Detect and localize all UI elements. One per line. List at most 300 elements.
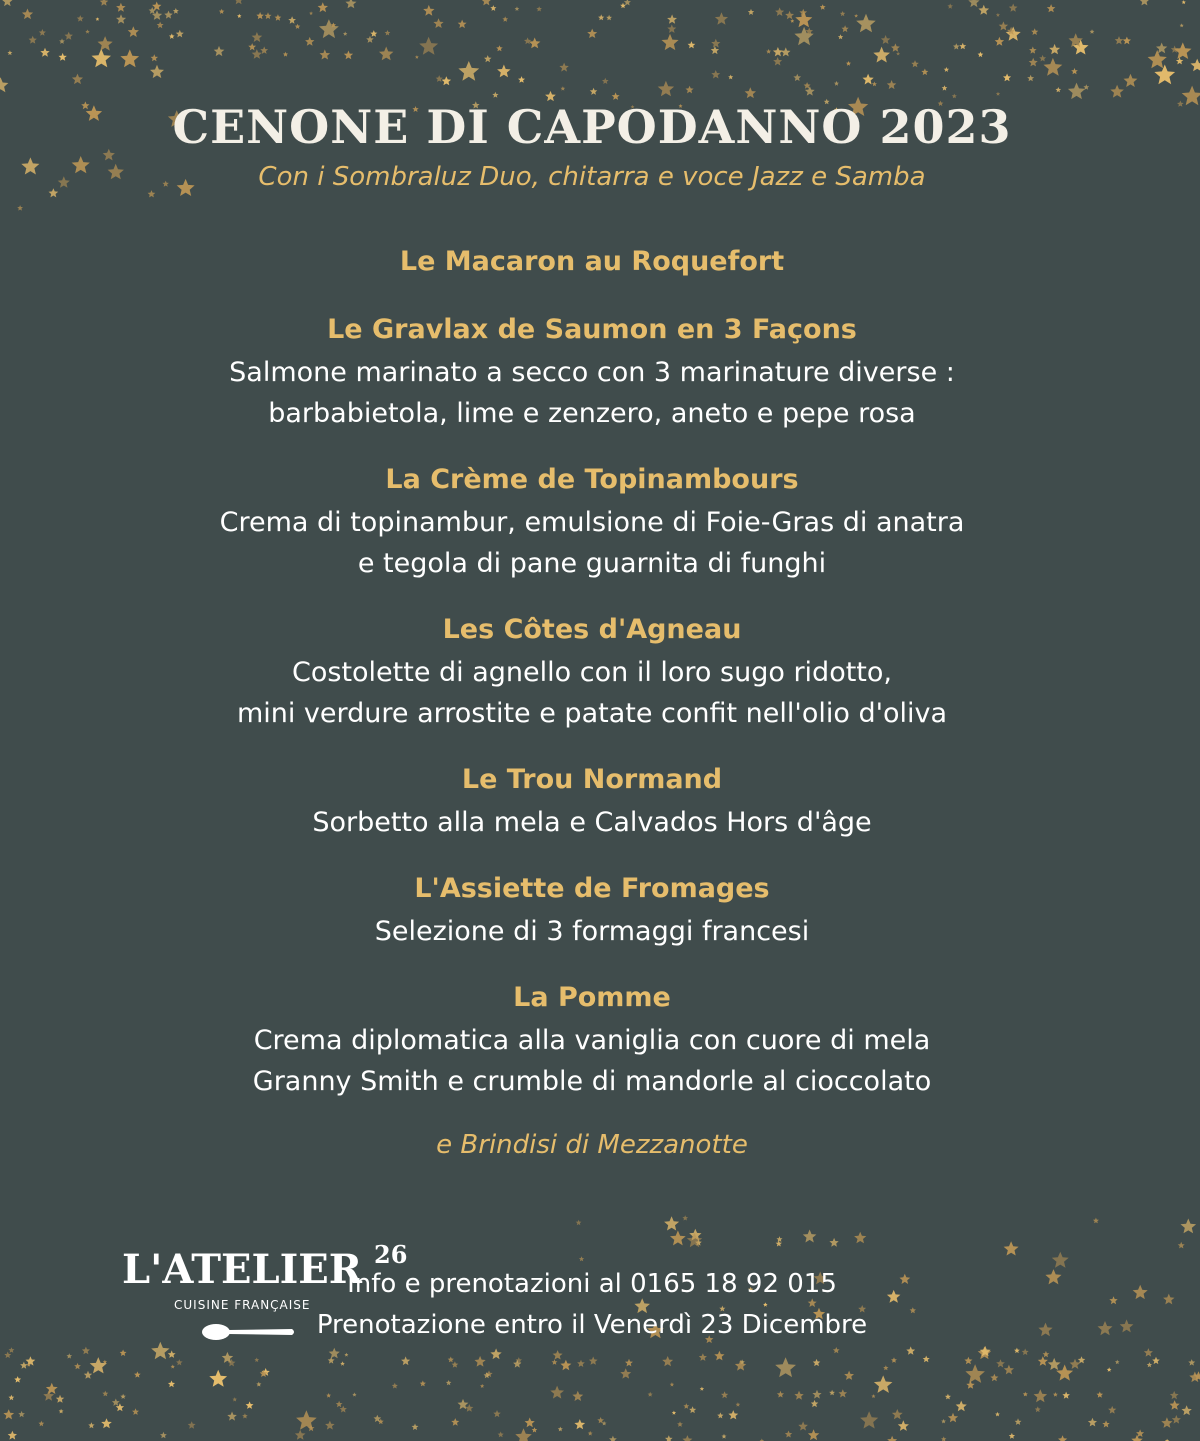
star-icon	[1188, 1359, 1195, 1366]
star-icon	[773, 57, 782, 66]
info-phone: Info e prenotazioni al 0165 18 92 015	[347, 1269, 837, 1299]
star-icon	[168, 1350, 176, 1358]
star-icon	[98, 36, 113, 51]
star-icon	[392, 1383, 398, 1389]
star-icon	[152, 2, 161, 11]
star-icon	[1015, 1418, 1022, 1425]
star-icon	[7, 50, 12, 55]
star-icon	[283, 52, 288, 57]
star-icon	[465, 1404, 473, 1412]
star-icon	[577, 1360, 585, 1367]
star-icon	[736, 1402, 741, 1406]
star-icon	[995, 1412, 1000, 1417]
star-icon	[252, 49, 262, 59]
star-icon	[794, 1391, 803, 1400]
star-icon	[748, 9, 754, 15]
star-icon	[1182, 86, 1200, 106]
star-icon	[766, 49, 771, 54]
star-icon	[871, 1394, 875, 1398]
star-icon	[1068, 83, 1085, 100]
star-icon	[1009, 1433, 1015, 1439]
star-icon	[745, 87, 756, 98]
star-icon	[790, 19, 794, 23]
star-icon	[941, 1419, 946, 1424]
star-icon	[798, 1421, 808, 1430]
star-icon	[833, 1347, 840, 1353]
star-icon	[188, 1421, 196, 1429]
star-icon	[711, 39, 720, 48]
star-icon	[1147, 1362, 1152, 1367]
star-icon	[803, 1230, 817, 1243]
star-icon	[305, 37, 314, 46]
star-icon	[288, 16, 296, 23]
star-icon	[898, 1420, 909, 1431]
star-icon	[839, 1389, 848, 1397]
star-icon	[59, 38, 65, 44]
star-icon	[3, 1409, 14, 1419]
star-icon	[996, 13, 1000, 17]
star-icon	[795, 11, 812, 27]
logo-superscript: 26	[374, 1240, 408, 1269]
star-icon	[829, 1390, 835, 1396]
star-icon	[59, 53, 67, 61]
star-icon	[715, 12, 728, 24]
star-icon	[714, 1351, 724, 1361]
star-icon	[29, 36, 37, 44]
star-icon	[881, 35, 891, 44]
star-icon	[686, 86, 694, 94]
star-icon	[65, 32, 73, 40]
star-icon	[923, 1356, 930, 1363]
star-icon	[120, 1350, 127, 1357]
star-icon	[1180, 23, 1184, 27]
star-icon	[90, 1357, 107, 1373]
star-icon	[1097, 1392, 1104, 1398]
star-icon	[1071, 68, 1078, 74]
star-icon	[968, 0, 979, 7]
star-icon	[1078, 1356, 1086, 1363]
star-icon	[525, 1418, 535, 1428]
star-icon	[1048, 1358, 1061, 1370]
star-icon	[670, 1382, 674, 1386]
star-icon	[598, 14, 604, 20]
star-icon	[296, 1410, 317, 1430]
star-icon	[658, 81, 674, 97]
star-icon	[1070, 1359, 1081, 1369]
star-icon	[219, 9, 225, 14]
menu-list	[0, 240, 1184, 1126]
star-icon	[648, 1392, 653, 1397]
star-icon	[328, 1357, 335, 1364]
star-icon	[26, 1356, 36, 1365]
star-icon	[1170, 1391, 1179, 1399]
star-icon	[722, 1434, 727, 1439]
star-icon	[344, 51, 353, 60]
star-icon	[1023, 1392, 1028, 1397]
star-icon	[20, 1362, 28, 1369]
course-name: Les Côtes d'Agneau	[442, 614, 742, 645]
star-icon	[625, 1359, 633, 1367]
star-icon	[385, 30, 391, 36]
star-icon	[1161, 1417, 1172, 1428]
star-icon	[820, 4, 826, 10]
star-icon	[775, 7, 784, 16]
star-icon	[234, 0, 243, 4]
star-icon	[942, 85, 948, 90]
star-icon	[415, 55, 419, 59]
star-icon	[947, 4, 953, 9]
star-icon	[665, 1435, 673, 1441]
star-icon	[492, 92, 498, 98]
star-icon	[579, 1256, 584, 1261]
star-icon	[451, 1418, 459, 1426]
star-icon	[116, 3, 126, 12]
star-icon	[412, 1424, 419, 1431]
star-icon	[773, 47, 783, 56]
star-icon	[96, 17, 100, 21]
star-icon	[100, 0, 109, 6]
star-icon	[1034, 1389, 1048, 1402]
page-title: CENONE DI CAPODANNO 2023	[172, 100, 1012, 154]
star-icon	[1140, 0, 1150, 5]
star-icon	[1014, 1348, 1020, 1354]
menu-course	[0, 758, 1184, 843]
star-icon	[1022, 1349, 1029, 1356]
star-icon	[1144, 1348, 1153, 1357]
star-icon	[777, 1236, 783, 1242]
star-icon	[588, 1431, 593, 1436]
star-icon	[781, 47, 791, 56]
star-icon	[964, 1357, 972, 1365]
logo-tagline: CUISINE FRANÇAISE	[174, 1298, 311, 1312]
star-icon	[956, 1401, 967, 1412]
star-icon	[838, 34, 843, 39]
star-icon	[834, 81, 839, 86]
star-icon	[74, 1363, 81, 1369]
star-icon	[4, 1352, 11, 1359]
star-icon	[318, 2, 328, 12]
star-icon	[85, 29, 90, 33]
star-icon	[587, 29, 597, 38]
star-icon	[941, 1436, 946, 1441]
star-icon	[92, 49, 112, 68]
star-icon	[874, 1375, 893, 1393]
star-icon	[1053, 1392, 1058, 1397]
menu-course	[0, 976, 1184, 1102]
star-icon	[9, 1347, 15, 1353]
course-name: L'Assiette de Fromages	[414, 873, 770, 904]
star-icon	[295, 1430, 306, 1440]
star-icon	[232, 1397, 237, 1401]
star-icon	[59, 1409, 64, 1414]
closing-note: e Brindisi di Mezzanotte	[436, 1130, 748, 1160]
star-icon	[344, 1353, 348, 1357]
star-icon	[1191, 59, 1200, 72]
star-icon	[82, 1347, 90, 1355]
course-name: Le Trou Normand	[461, 764, 723, 795]
star-icon	[433, 18, 443, 28]
star-icon	[854, 14, 858, 18]
star-icon	[948, 1413, 958, 1423]
star-icon	[39, 1421, 45, 1427]
star-icon	[590, 88, 598, 95]
star-icon	[891, 1357, 897, 1363]
star-icon	[965, 1364, 985, 1383]
star-icon	[887, 80, 897, 89]
star-icon	[1148, 50, 1167, 68]
star-icon	[1108, 1406, 1116, 1414]
star-icon	[256, 1382, 261, 1387]
star-icon	[2, 0, 13, 6]
star-icon	[423, 5, 434, 16]
star-icon	[829, 1238, 838, 1247]
star-icon	[1133, 1285, 1148, 1299]
star-icon	[176, 30, 184, 38]
star-icon	[812, 1390, 821, 1399]
star-icon	[550, 1386, 564, 1399]
star-icon	[536, 6, 542, 11]
star-icon	[856, 14, 876, 33]
star-icon	[401, 1356, 410, 1365]
star-icon	[873, 47, 890, 63]
star-icon	[1035, 1406, 1041, 1412]
star-icon	[813, 1359, 821, 1366]
star-icon	[72, 74, 83, 85]
star-icon	[842, 25, 849, 32]
star-icon	[1009, 4, 1018, 12]
star-icon	[458, 61, 479, 81]
star-icon	[1045, 1269, 1061, 1284]
star-icon	[481, 0, 491, 5]
star-icon	[67, 1353, 73, 1358]
star-icon	[609, 1436, 617, 1441]
star-icon	[493, 1410, 501, 1417]
star-icon	[532, 1427, 538, 1432]
star-icon	[887, 1436, 897, 1441]
star-icon	[662, 34, 679, 50]
star-icon	[711, 70, 720, 79]
course-name: La Crème de Topinambours	[385, 464, 799, 495]
star-icon	[872, 82, 877, 87]
star-icon	[164, 11, 172, 19]
star-icon	[101, 1418, 112, 1428]
star-icon	[227, 1412, 237, 1421]
star-icon	[1090, 29, 1095, 34]
star-icon	[574, 1419, 585, 1429]
star-icon	[214, 46, 225, 56]
star-icon	[497, 65, 511, 78]
course-description: Costolette di agnello con il loro sugo ridotto,	[292, 657, 892, 688]
star-icon	[1102, 1420, 1109, 1427]
star-icon	[670, 1231, 686, 1246]
star-icon	[1174, 42, 1192, 59]
star-icon	[17, 205, 23, 211]
star-icon	[1115, 36, 1124, 44]
star-icon	[667, 14, 677, 23]
star-icon	[1039, 55, 1046, 62]
star-icon	[1154, 65, 1175, 85]
star-icon	[978, 5, 989, 15]
star-icon	[682, 1435, 692, 1441]
star-icon	[1182, 1405, 1192, 1415]
star-icon	[1172, 1415, 1181, 1424]
star-icon	[419, 37, 438, 55]
star-icon	[490, 1348, 501, 1359]
star-icon	[77, 15, 84, 22]
star-icon	[952, 94, 957, 99]
star-icon	[728, 1410, 738, 1419]
star-icon	[254, 1358, 259, 1363]
star-icon	[529, 38, 540, 49]
star-icon	[484, 55, 492, 62]
star-icon	[1170, 1400, 1180, 1410]
star-icon	[1004, 1241, 1019, 1255]
star-icon	[480, 1384, 484, 1388]
course-description: Selezione di 3 formaggi francesi	[374, 916, 810, 947]
star-icon	[1163, 1294, 1174, 1305]
star-icon	[891, 43, 900, 51]
star-icon	[996, 1359, 1005, 1367]
star-icon	[892, 1409, 903, 1419]
star-icon	[1109, 1296, 1117, 1304]
star-icon	[515, 1428, 532, 1441]
star-icon	[1004, 1365, 1014, 1375]
star-icon	[785, 11, 794, 19]
star-icon	[558, 1427, 563, 1432]
star-icon	[88, 1422, 94, 1428]
star-icon	[667, 24, 676, 33]
star-icon	[775, 1357, 796, 1377]
star-icon	[345, 0, 356, 8]
star-icon	[677, 1421, 683, 1427]
star-icon	[84, 1371, 92, 1379]
star-icon	[846, 61, 851, 66]
star-icon	[911, 60, 919, 67]
star-icon	[794, 27, 813, 45]
course-description: Crema diplomatica alla vaniglia con cuore di mela	[253, 1025, 931, 1056]
star-icon	[1029, 47, 1037, 54]
star-icon	[597, 1417, 604, 1423]
star-icon	[959, 43, 966, 50]
star-icon	[808, 1429, 819, 1440]
star-icon	[906, 1346, 915, 1354]
page-subtitle: Con i Sombraluz Duo, chitarra e voce Jazz e Samba	[258, 162, 926, 192]
star-icon	[1038, 1323, 1052, 1337]
star-icon	[1058, 1435, 1067, 1441]
star-icon	[168, 1381, 175, 1388]
star-icon	[721, 1391, 728, 1398]
star-icon	[14, 1376, 21, 1383]
star-icon	[18, 1411, 25, 1417]
star-icon	[420, 1381, 426, 1387]
star-icon	[1003, 74, 1011, 82]
star-icon	[1182, 0, 1186, 4]
star-icon	[777, 1391, 784, 1398]
star-icon	[475, 1356, 486, 1367]
star-icon	[1093, 1218, 1099, 1224]
star-icon	[1178, 1242, 1185, 1249]
star-icon	[8, 1431, 17, 1440]
star-icon	[612, 92, 620, 100]
course-description: Salmone marinato a secco con 3 marinature diverse :	[229, 357, 955, 388]
star-icon	[589, 1357, 598, 1365]
star-icon	[40, 48, 49, 57]
star-icon	[1029, 58, 1038, 67]
star-icon	[325, 1421, 335, 1430]
star-icon	[699, 1353, 707, 1361]
star-icon	[46, 1383, 58, 1394]
star-icon	[576, 1220, 582, 1226]
star-icon	[683, 1403, 689, 1409]
star-icon	[446, 1380, 452, 1385]
star-icon	[120, 1394, 125, 1399]
star-icon	[458, 20, 467, 29]
star-icon	[326, 1393, 331, 1398]
star-icon	[945, 1394, 951, 1400]
star-icon	[921, 69, 928, 76]
star-icon	[246, 1401, 254, 1409]
star-icon	[265, 12, 272, 19]
star-icon	[498, 1432, 504, 1438]
star-icon	[518, 76, 525, 83]
star-icon	[996, 92, 1000, 96]
star-icon	[169, 34, 175, 39]
star-icon	[552, 1359, 558, 1365]
star-icon	[711, 46, 719, 54]
star-icon	[1176, 57, 1183, 64]
star-icon	[502, 16, 508, 21]
star-icon	[134, 1371, 141, 1377]
star-icon	[132, 1408, 139, 1415]
star-icon	[1088, 1418, 1097, 1427]
star-icon	[620, 1368, 631, 1378]
star-icon	[1031, 28, 1038, 35]
star-icon	[173, 8, 179, 14]
star-icon	[248, 43, 256, 50]
star-icon	[490, 5, 496, 11]
star-icon	[863, 74, 874, 85]
star-icon	[700, 1387, 704, 1391]
star-icon	[624, 0, 631, 5]
menu-course	[0, 240, 1184, 284]
star-icon	[553, 1350, 563, 1359]
star-icon	[56, 1395, 65, 1403]
star-icon	[728, 75, 733, 80]
course-description: barbabietola, lime e zenzero, aneto e pepe rosa	[268, 398, 916, 429]
star-icon	[1107, 1367, 1112, 1372]
star-icon	[1038, 1356, 1048, 1366]
star-icon	[1044, 58, 1063, 76]
star-icon	[1098, 1321, 1113, 1335]
star-icon	[295, 24, 301, 29]
star-icon	[496, 45, 503, 51]
star-icon	[559, 63, 568, 72]
star-icon	[1120, 1319, 1134, 1332]
star-icon	[689, 1406, 696, 1413]
star-icon	[1052, 1252, 1069, 1268]
star-icon	[999, 21, 1008, 30]
star-icon	[436, 75, 443, 82]
star-icon	[602, 1421, 607, 1425]
star-icon	[1062, 1392, 1070, 1399]
star-icon	[785, 1431, 792, 1438]
star-icon	[275, 14, 282, 21]
star-icon	[242, 1413, 248, 1418]
info-block	[316, 1264, 868, 1346]
star-icon	[442, 76, 452, 85]
star-icon	[209, 1370, 227, 1387]
star-icon	[352, 1392, 356, 1396]
